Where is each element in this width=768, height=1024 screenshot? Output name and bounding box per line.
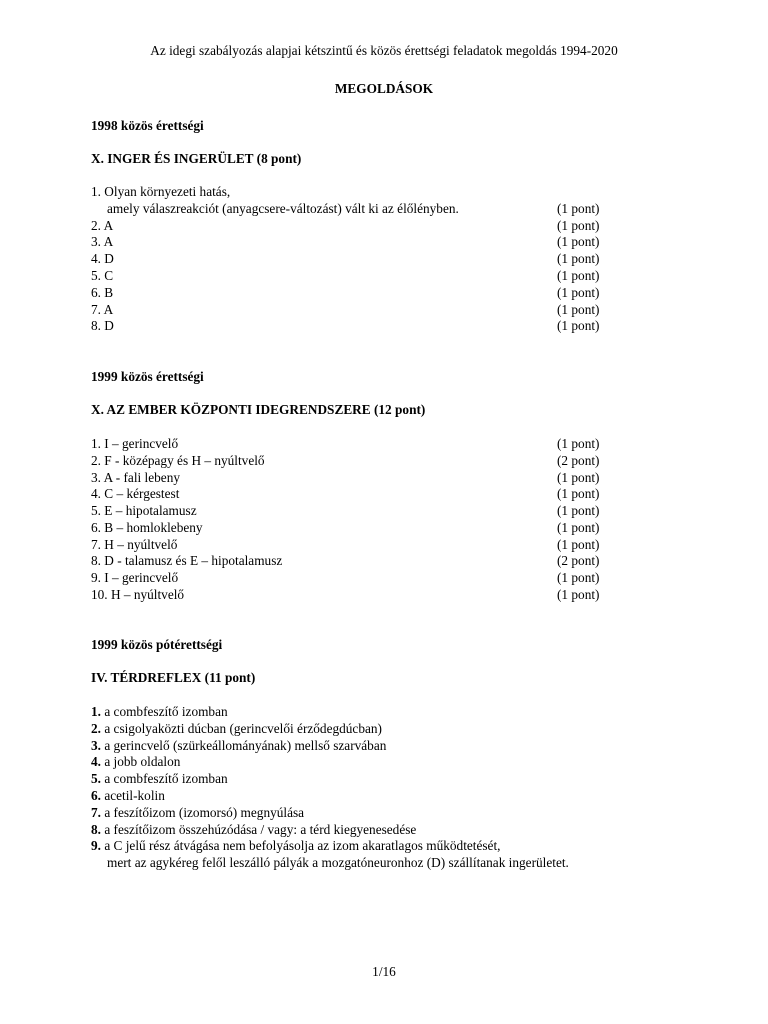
answer-row: 5. C [91, 268, 114, 283]
list-item [91, 788, 165, 804]
item-text: a feszítőizom (izomorsó) megnyúlása [104, 805, 305, 820]
exam-heading-1998: 1998 közös érettségi [91, 118, 204, 133]
points-label: (1 pont) [557, 587, 600, 602]
task-heading-terdreflex: IV. TÉRDREFLEX (11 pont) [91, 670, 256, 685]
item-text: a C jelű rész átvágása nem befolyásolja az izom akaratlagos működtetését, [104, 838, 501, 853]
answer-row: 7. H – nyúltvelő [91, 537, 178, 552]
item-text: a feszítőizom összehúzódása / vagy: a térd kiegyenesedése [104, 822, 417, 837]
points-label: (1 pont) [557, 520, 600, 535]
answer-row: 6. B – homloklebeny [91, 520, 203, 535]
answer-row: 3. A - fali lebeny [91, 470, 180, 485]
points-label: (1 pont) [557, 486, 600, 501]
points-label: (1 pont) [557, 470, 600, 485]
points-label: (1 pont) [557, 537, 600, 552]
item-number: 3. [91, 738, 101, 753]
page-header: Az idegi szabályozás alapjai kétszintű és közös érettségi feladatok megoldás 1994-2020 [150, 43, 618, 58]
answer-row: 1. I – gerincvelő [91, 436, 179, 451]
item-number: 8. [91, 822, 101, 837]
answer-row: amely válaszreakciót (anyagcsere-változást) vált ki az élőlényben. [107, 201, 459, 216]
points-label: (1 pont) [557, 218, 600, 233]
item-number: 5. [91, 771, 101, 786]
item-number: 9. [91, 838, 101, 853]
points-label: (1 pont) [557, 268, 600, 283]
points-label: (1 pont) [557, 285, 600, 300]
answer-row: 6. B [91, 285, 114, 300]
answer-row: 2. A [91, 218, 114, 233]
item-text: a gerincvelő (szürkeállományának) mellső szarvában [104, 738, 387, 753]
item-text: a csigolyaközti dúcban (gerincvelői érződegdúcban) [104, 721, 382, 736]
points-label: (1 pont) [557, 570, 600, 585]
points-label: (1 pont) [557, 436, 600, 451]
points-label: (2 pont) [557, 453, 600, 468]
points-label: (1 pont) [557, 234, 600, 249]
item-number: 2. [91, 721, 101, 736]
list-item [91, 704, 228, 720]
points-label: (1 pont) [557, 318, 600, 333]
list-item [91, 721, 382, 737]
exam-heading-1999-pot: 1999 közös pótérettségi [91, 637, 223, 652]
list-item [91, 754, 180, 770]
page-title: MEGOLDÁSOK [334, 81, 434, 96]
answer-row: 8. D - talamusz és E – hipotalamusz [91, 553, 283, 568]
answer-row: 5. E – hipotalamusz [91, 503, 197, 518]
task-heading-inger: X. INGER ÉS INGERÜLET (8 pont) [91, 151, 302, 166]
item-text: a combfeszítő izomban [104, 771, 228, 786]
answer-row: 4. C – kérgestest [91, 486, 180, 501]
points-label: (1 pont) [557, 302, 600, 317]
item-text: a jobb oldalon [104, 754, 181, 769]
item-number: 6. [91, 788, 101, 803]
answer-row: 4. D [91, 251, 114, 266]
answer-row: 2. F - középagy és H – nyúltvelő [91, 453, 265, 468]
list-item [91, 805, 304, 821]
list-item [91, 822, 416, 838]
answer-row: 8. D [91, 318, 114, 333]
answer-row: 9. I – gerincvelő [91, 570, 179, 585]
points-label: (1 pont) [557, 201, 600, 216]
item-number: 7. [91, 805, 101, 820]
list-item [91, 838, 500, 854]
item-text: a combfeszítő izomban [104, 704, 228, 719]
list-item-continuation: mert az agykéreg felől leszálló pályák a mozgatóneuronhoz (D) szállítanak ingerületet. [107, 855, 569, 870]
exam-heading-1999: 1999 közös érettségi [91, 369, 204, 384]
list-item [91, 738, 386, 754]
item-text: acetil-kolin [104, 788, 165, 803]
answer-row: 7. A [91, 302, 114, 317]
item-number: 1. [91, 704, 101, 719]
answer-row: 3. A [91, 234, 114, 249]
points-label: (1 pont) [557, 503, 600, 518]
points-label: (2 pont) [557, 553, 600, 568]
task-heading-idegrendszer: X. AZ EMBER KÖZPONTI IDEGRENDSZERE (12 pont) [91, 402, 426, 417]
page-number: 1/16 [372, 964, 396, 979]
points-label: (1 pont) [557, 251, 600, 266]
answer-row: 1. Olyan környezeti hatás, [91, 184, 231, 199]
list-item [91, 771, 228, 787]
item-number: 4. [91, 754, 101, 769]
answer-row: 10. H – nyúltvelő [91, 587, 185, 602]
